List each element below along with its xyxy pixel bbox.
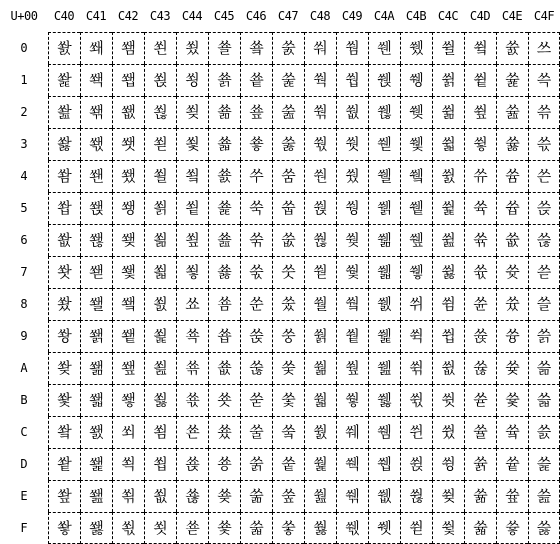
- glyph-cell: 쐡: [112, 64, 144, 96]
- glyph-cell: 쑩: [240, 320, 272, 352]
- glyph-cell: 쐘: [80, 288, 112, 320]
- glyph-cell: 쒕: [336, 192, 368, 224]
- glyph-cell: 쓆: [432, 224, 464, 256]
- glyph-cell: 쓬: [496, 416, 528, 448]
- glyph-cell: 쓑: [464, 64, 496, 96]
- chart-title: U+00: [10, 9, 38, 23]
- glyph-cell: 쑺: [272, 352, 304, 384]
- glyph-cell: 쐳: [144, 128, 176, 160]
- column-header: C49: [341, 9, 363, 23]
- glyph-cell: 쓇: [432, 256, 464, 288]
- glyph-cell: 쓉: [432, 320, 464, 352]
- glyph-cell: 쓾: [528, 480, 560, 512]
- glyph-cell: 쓊: [432, 352, 464, 384]
- glyph-cell: 쒲: [400, 96, 432, 128]
- glyph-cell: 쒞: [336, 480, 368, 512]
- glyph-cell: 쓠: [496, 32, 528, 64]
- glyph-cell: 쑟: [208, 512, 240, 544]
- glyph-cell: 쓝: [464, 448, 496, 480]
- glyph-cell: 쒡: [368, 64, 400, 96]
- glyph-cell: 쐷: [144, 256, 176, 288]
- glyph-cell: 쑭: [240, 448, 272, 480]
- glyph-cell: 쑜: [208, 416, 240, 448]
- row-header: 3: [20, 137, 28, 151]
- glyph-cell: 쐒: [80, 96, 112, 128]
- glyph-cell: 쑆: [176, 224, 208, 256]
- glyph-cell: 쓽: [528, 448, 560, 480]
- glyph-cell: 쒷: [400, 256, 432, 288]
- glyph-cell: 쒁: [304, 64, 336, 96]
- glyph-cell: 쐖: [80, 224, 112, 256]
- glyph-cell: 쒭: [368, 448, 400, 480]
- glyph-cell: 쒐: [336, 32, 368, 64]
- glyph-cell: 쒜: [336, 416, 368, 448]
- glyph-cell: 쒍: [304, 448, 336, 480]
- glyph-cell: 쒔: [336, 160, 368, 192]
- glyph-cell: 쒗: [336, 256, 368, 288]
- glyph-cell: 쓱: [528, 64, 560, 96]
- glyph-cell: 쓰: [528, 32, 560, 64]
- glyph-cell: 쒺: [400, 352, 432, 384]
- glyph-cell: 쒀: [304, 32, 336, 64]
- glyph-cell: 쓸: [528, 288, 560, 320]
- glyph-cell: 쑸: [272, 288, 304, 320]
- glyph-cell: 쓕: [464, 192, 496, 224]
- glyph-cell: 쒇: [304, 256, 336, 288]
- glyph-cell: 쓖: [464, 224, 496, 256]
- glyph-cell: 쓒: [464, 96, 496, 128]
- row-header: 4: [20, 169, 28, 183]
- glyph-cell: 쒂: [304, 96, 336, 128]
- glyph-cell: 쓞: [464, 480, 496, 512]
- glyph-cell: 쑴: [272, 160, 304, 192]
- glyph-cell: 쑹: [272, 320, 304, 352]
- row-header: C: [20, 425, 28, 439]
- glyph-cell: 쓁: [432, 64, 464, 96]
- glyph-cell: 쒋: [304, 384, 336, 416]
- glyph-cell: 쐅: [48, 192, 80, 224]
- glyph-cell: 쐵: [144, 192, 176, 224]
- glyph-cell: 쑁: [176, 64, 208, 96]
- glyph-cell: 쐮: [112, 480, 144, 512]
- glyph-cell: 쐿: [144, 512, 176, 544]
- glyph-cell: 쐹: [144, 320, 176, 352]
- glyph-cell: 쓮: [496, 480, 528, 512]
- glyph-cell: 쓜: [464, 416, 496, 448]
- glyph-cell: 쐸: [144, 288, 176, 320]
- glyph-cell: 쑌: [176, 416, 208, 448]
- glyph-cell: 쒎: [304, 480, 336, 512]
- glyph-cell: 쒦: [368, 224, 400, 256]
- column-header: C4D: [469, 9, 491, 23]
- column-header: C41: [85, 9, 107, 23]
- glyph-cell: 쐁: [48, 64, 80, 96]
- glyph-cell: 쐊: [48, 352, 80, 384]
- glyph-cell: 쓏: [432, 512, 464, 544]
- glyph-cell: 쒆: [304, 224, 336, 256]
- glyph-cell: 쒹: [400, 320, 432, 352]
- glyph-cell: 쑛: [208, 384, 240, 416]
- glyph-cell: 쒯: [368, 512, 400, 544]
- glyph-cell: 쒱: [400, 64, 432, 96]
- row-header: B: [20, 393, 28, 407]
- glyph-cell: 쑒: [208, 96, 240, 128]
- glyph-cell: 쑖: [208, 224, 240, 256]
- glyph-cell: 쓺: [528, 352, 560, 384]
- glyph-cell: 쐣: [112, 128, 144, 160]
- row-header: 1: [20, 73, 28, 87]
- glyph-cell: 쑕: [208, 192, 240, 224]
- glyph-cell: 쓚: [464, 352, 496, 384]
- glyph-cell: 쒊: [304, 352, 336, 384]
- glyph-cell: 쒬: [368, 416, 400, 448]
- glyph-cell: 쒈: [304, 288, 336, 320]
- glyph-cell: 쓍: [432, 448, 464, 480]
- glyph-cell: 쒑: [336, 64, 368, 96]
- glyph-cell: 쐽: [144, 448, 176, 480]
- row-header: 8: [20, 297, 28, 311]
- glyph-cell: 쐇: [48, 256, 80, 288]
- glyph-cell: 쒢: [368, 96, 400, 128]
- glyph-cell: 쓪: [496, 352, 528, 384]
- glyph-cell: 쑗: [208, 256, 240, 288]
- glyph-cell: 쒤: [368, 160, 400, 192]
- glyph-cell: 쑢: [240, 96, 272, 128]
- glyph-cell: 쐢: [112, 96, 144, 128]
- glyph-cell: 쑯: [240, 512, 272, 544]
- glyph-cell: 쒾: [400, 480, 432, 512]
- glyph-cell: 쒥: [368, 192, 400, 224]
- glyph-cell: 쐦: [112, 224, 144, 256]
- glyph-cell: 쓀: [432, 32, 464, 64]
- glyph-cell: 쐟: [80, 512, 112, 544]
- glyph-cell: 쓼: [528, 416, 560, 448]
- glyph-cell: 쑏: [176, 512, 208, 544]
- glyph-cell: 쑤: [240, 160, 272, 192]
- glyph-cell: 쓤: [496, 160, 528, 192]
- glyph-cell: 쑍: [176, 448, 208, 480]
- glyph-cell: 쐭: [112, 448, 144, 480]
- glyph-cell: 쓡: [496, 64, 528, 96]
- glyph-cell: 쒖: [336, 224, 368, 256]
- glyph-cell: 쒒: [336, 96, 368, 128]
- glyph-cell: 쓳: [528, 128, 560, 160]
- glyph-cell: 쒄: [304, 160, 336, 192]
- glyph-cell: 쐨: [112, 288, 144, 320]
- glyph-cell: 쐲: [144, 96, 176, 128]
- glyph-cell: 쓓: [464, 128, 496, 160]
- glyph-cell: 쑿: [272, 512, 304, 544]
- row-header: 5: [20, 201, 28, 215]
- glyph-cell: 쒓: [336, 128, 368, 160]
- glyph-cell: 쒚: [336, 352, 368, 384]
- row-header: 9: [20, 329, 28, 343]
- glyph-cell: 쐤: [112, 160, 144, 192]
- column-header: C47: [277, 9, 299, 23]
- glyph-cell: 쒧: [368, 256, 400, 288]
- glyph-cell: 쒰: [400, 32, 432, 64]
- glyph-cell: 쑣: [240, 128, 272, 160]
- glyph-cell: 쒃: [304, 128, 336, 160]
- glyph-cell: 쑽: [272, 448, 304, 480]
- glyph-cell: 쐉: [48, 320, 80, 352]
- column-header: C4F: [533, 9, 555, 23]
- glyph-cell: 쒳: [400, 128, 432, 160]
- glyph-cell: 쑓: [208, 128, 240, 160]
- glyph-cell: 쐙: [80, 320, 112, 352]
- glyph-cell: 쐏: [48, 512, 80, 544]
- glyph-cell: 쓩: [496, 320, 528, 352]
- glyph-cell: 쐃: [48, 128, 80, 160]
- glyph-cell: 쒪: [368, 352, 400, 384]
- glyph-cell: 쑊: [176, 352, 208, 384]
- glyph-cell: 쐛: [80, 384, 112, 416]
- glyph-cell: 쑂: [176, 96, 208, 128]
- glyph-cell: 쓃: [432, 128, 464, 160]
- glyph-cell: 쒵: [400, 192, 432, 224]
- glyph-cell: 쑦: [240, 224, 272, 256]
- glyph-cell: 쓷: [528, 256, 560, 288]
- glyph-cell: 쑪: [240, 352, 272, 384]
- glyph-cell: 쒅: [304, 192, 336, 224]
- glyph-cell: 쐧: [112, 256, 144, 288]
- glyph-cell: 쑠: [240, 32, 272, 64]
- column-header: C44: [181, 9, 203, 23]
- glyph-cell: 쓂: [432, 96, 464, 128]
- glyph-cell: 쑫: [240, 384, 272, 416]
- glyph-cell: 쐱: [144, 64, 176, 96]
- glyph-cell: 쒠: [368, 32, 400, 64]
- glyph-cell: 쒌: [304, 416, 336, 448]
- glyph-cell: 쓻: [528, 384, 560, 416]
- glyph-cell: 쓌: [432, 416, 464, 448]
- column-header: C46: [245, 9, 267, 23]
- glyph-cell: 쐞: [80, 480, 112, 512]
- glyph-cell: 쐌: [48, 416, 80, 448]
- row-header: D: [20, 457, 28, 471]
- glyph-cell: 쓋: [432, 384, 464, 416]
- row-header: 7: [20, 265, 28, 279]
- glyph-cell: 쓦: [496, 224, 528, 256]
- glyph-cell: 쑐: [208, 32, 240, 64]
- glyph-cell: 쓵: [528, 192, 560, 224]
- glyph-cell: 쑎: [176, 480, 208, 512]
- glyph-cell: 쓶: [528, 224, 560, 256]
- glyph-cell: 쐺: [144, 352, 176, 384]
- glyph-cell: 쑘: [208, 288, 240, 320]
- row-header: 0: [20, 41, 28, 55]
- glyph-cell: 쑥: [240, 192, 272, 224]
- glyph-cell: 쓨: [496, 288, 528, 320]
- glyph-cell: 쑲: [272, 96, 304, 128]
- glyph-cell: 쑇: [176, 256, 208, 288]
- column-header: C4A: [373, 9, 395, 23]
- row-header: 6: [20, 233, 28, 247]
- glyph-cell: 쑨: [240, 288, 272, 320]
- glyph-cell: 쒛: [336, 384, 368, 416]
- glyph-cell: 쐼: [144, 416, 176, 448]
- glyph-cell: 쑳: [272, 128, 304, 160]
- glyph-cell: 쐈: [48, 288, 80, 320]
- column-header: C42: [117, 9, 139, 23]
- glyph-cell: 쒽: [400, 448, 432, 480]
- glyph-cell: 쐴: [144, 160, 176, 192]
- glyph-cell: 쑬: [240, 416, 272, 448]
- glyph-cell: 쓥: [496, 192, 528, 224]
- glyph-cell: 쓔: [464, 160, 496, 192]
- glyph-cell: 쐶: [144, 224, 176, 256]
- glyph-cell: 쑄: [176, 160, 208, 192]
- glyph-cell: 쑋: [176, 384, 208, 416]
- glyph-cell: 쐕: [80, 192, 112, 224]
- glyph-cell: 쓟: [464, 512, 496, 544]
- row-header: F: [20, 521, 28, 535]
- column-header: C43: [149, 9, 171, 23]
- glyph-cell: 쓴: [528, 160, 560, 192]
- column-header: C4C: [437, 9, 459, 23]
- glyph-cell: 쓘: [464, 288, 496, 320]
- glyph-cell: 쒶: [400, 224, 432, 256]
- glyph-cell: 쓧: [496, 256, 528, 288]
- glyph-cell: 쐾: [144, 480, 176, 512]
- glyph-cell: 쑞: [208, 480, 240, 512]
- glyph-cell: 쑝: [208, 448, 240, 480]
- glyph-cell: 쐰: [144, 32, 176, 64]
- glyph-cell: 쓗: [464, 256, 496, 288]
- glyph-cell: 쓭: [496, 448, 528, 480]
- glyph-cell: 쐆: [48, 224, 80, 256]
- glyph-cell: 쐻: [144, 384, 176, 416]
- glyph-cell: 쒙: [336, 320, 368, 352]
- glyph-cell: 쐋: [48, 384, 80, 416]
- glyph-cell: 쒘: [336, 288, 368, 320]
- column-header: C40: [53, 9, 75, 23]
- glyph-cell: 쓯: [496, 512, 528, 544]
- glyph-cell: 쑔: [208, 160, 240, 192]
- glyph-cell: 쐚: [80, 352, 112, 384]
- glyph-cell: 쒏: [304, 512, 336, 544]
- glyph-cell: 쑻: [272, 384, 304, 416]
- glyph-cell: 쓈: [432, 288, 464, 320]
- row-header: A: [20, 361, 28, 375]
- glyph-cell: 쐄: [48, 160, 80, 192]
- glyph-cell: 쓙: [464, 320, 496, 352]
- glyph-cell: 쓣: [496, 128, 528, 160]
- column-header: C4E: [501, 9, 523, 23]
- glyph-cell: 쑉: [176, 320, 208, 352]
- glyph-cell: 쑾: [272, 480, 304, 512]
- glyph-cell: 쒮: [368, 480, 400, 512]
- glyph-cell: 쐠: [112, 32, 144, 64]
- glyph-cell: 쓿: [528, 512, 560, 544]
- glyph-cell: 쐐: [80, 32, 112, 64]
- glyph-cell: 쑚: [208, 352, 240, 384]
- glyph-cell: 쑶: [272, 224, 304, 256]
- glyph-cell: 쓐: [464, 32, 496, 64]
- glyph-cell: 쒟: [336, 512, 368, 544]
- glyph-cell: 쑈: [176, 288, 208, 320]
- glyph-cell: 쑱: [272, 64, 304, 96]
- glyph-cell: 쒣: [368, 128, 400, 160]
- glyph-cell: 쐝: [80, 448, 112, 480]
- glyph-cell: 쒩: [368, 320, 400, 352]
- glyph-cell: 쓄: [432, 160, 464, 192]
- glyph-cell: 쑰: [272, 32, 304, 64]
- glyph-cell: 쐥: [112, 192, 144, 224]
- glyph-cell: 쓫: [496, 384, 528, 416]
- glyph-cell: 쓲: [528, 96, 560, 128]
- glyph-cell: 쐑: [80, 64, 112, 96]
- glyph-cell: 쐯: [112, 512, 144, 544]
- glyph-cell: 쑷: [272, 256, 304, 288]
- glyph-cell: 쑼: [272, 416, 304, 448]
- glyph-cell: 쒻: [400, 384, 432, 416]
- glyph-cell: 쐫: [112, 384, 144, 416]
- glyph-cell: 쒸: [400, 288, 432, 320]
- glyph-cell: 쑵: [272, 192, 304, 224]
- glyph-cell: 쒉: [304, 320, 336, 352]
- column-header: C45: [213, 9, 235, 23]
- glyph-cell: 쑮: [240, 480, 272, 512]
- glyph-cell: 쑅: [176, 192, 208, 224]
- glyph-cell: 쐪: [112, 352, 144, 384]
- glyph-cell: 쓅: [432, 192, 464, 224]
- glyph-cell: 쐔: [80, 160, 112, 192]
- row-header: 2: [20, 105, 28, 119]
- glyph-cell: 쒿: [400, 512, 432, 544]
- glyph-cell: 쐍: [48, 448, 80, 480]
- glyph-cell: 쓎: [432, 480, 464, 512]
- glyph-cell: 쐎: [48, 480, 80, 512]
- glyph-cell: 쐂: [48, 96, 80, 128]
- glyph-cell: 쒼: [400, 416, 432, 448]
- glyph-cell: 쒝: [336, 448, 368, 480]
- glyph-cell: 쑀: [176, 32, 208, 64]
- row-header: E: [20, 489, 28, 503]
- glyph-cell: 쐩: [112, 320, 144, 352]
- glyph-cell: 쑧: [240, 256, 272, 288]
- glyph-cell: 쑃: [176, 128, 208, 160]
- glyph-cell: 쐓: [80, 128, 112, 160]
- glyph-cell: 쒫: [368, 384, 400, 416]
- glyph-cell: 쓢: [496, 96, 528, 128]
- glyph-cell: 쑑: [208, 64, 240, 96]
- glyph-cell: 쒴: [400, 160, 432, 192]
- glyph-cell: 쐬: [112, 416, 144, 448]
- glyph-cell: 쐗: [80, 256, 112, 288]
- glyph-cell: 쐀: [48, 32, 80, 64]
- column-header: C4B: [405, 9, 427, 23]
- column-header: C48: [309, 9, 331, 23]
- glyph-cell: 쑡: [240, 64, 272, 96]
- glyph-cell: 쑙: [208, 320, 240, 352]
- glyph-cell: 쓛: [464, 384, 496, 416]
- glyph-cell: 쐜: [80, 416, 112, 448]
- glyph-cell: 쒨: [368, 288, 400, 320]
- glyph-cell: 쓹: [528, 320, 560, 352]
